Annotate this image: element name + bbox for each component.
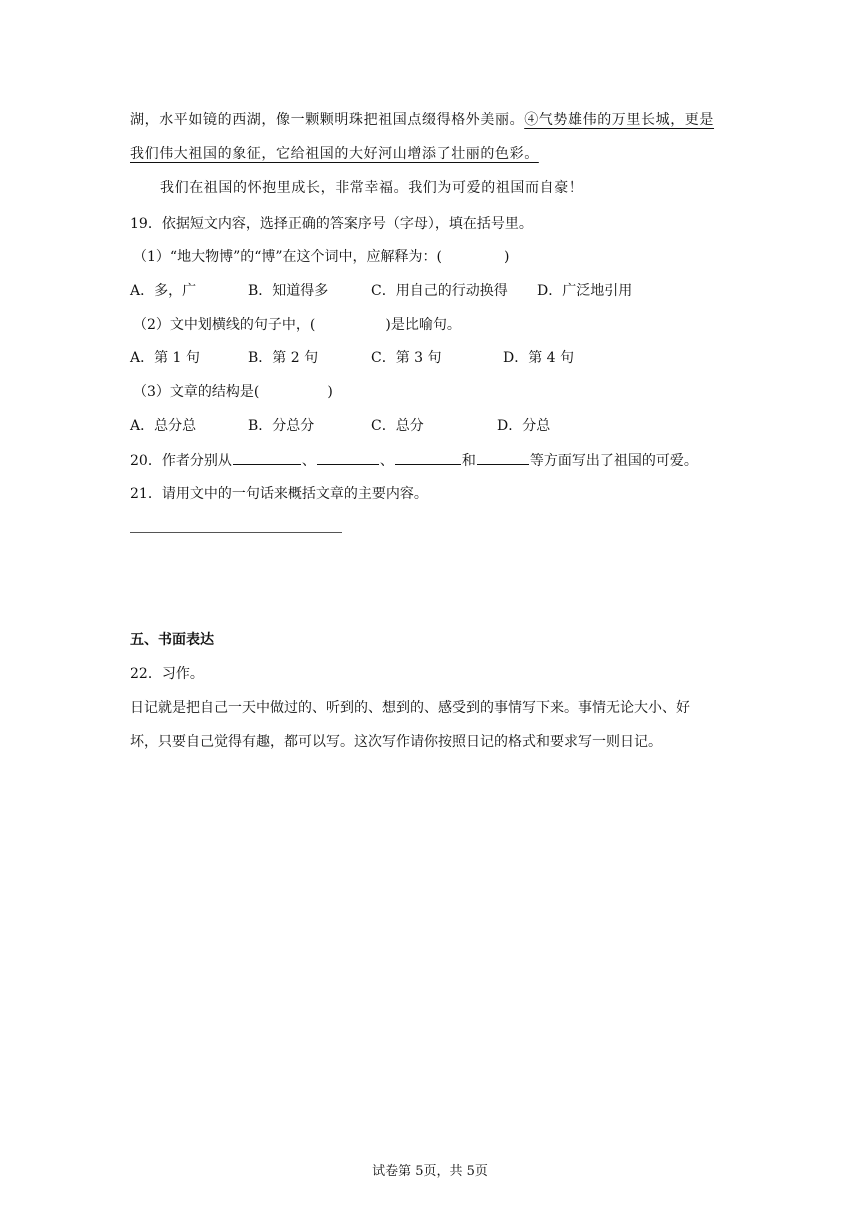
- question-19-1-suffix: ): [504, 249, 510, 265]
- passage-line-1: [130, 110, 714, 130]
- question-19-2: [133, 315, 461, 335]
- question-19-3-prefix: （3）文章的结构是(: [133, 384, 260, 400]
- option-19-1-c: C．用自己的行动换得: [371, 283, 508, 299]
- option-19-3-d: D．分总: [497, 418, 551, 434]
- option-19-2-c: C．第 3 句: [371, 350, 442, 366]
- answer-blank-20-1[interactable]: [233, 450, 301, 465]
- page-footer: 试卷第 5页，共 5页: [372, 1164, 488, 1179]
- option-19-3-a: A．总分总: [130, 418, 197, 434]
- question-19-1-options: [130, 281, 632, 301]
- question-20: [130, 450, 698, 471]
- answer-blank-20-4[interactable]: [477, 450, 529, 465]
- option-19-3-b: B．分总分: [248, 418, 315, 434]
- option-19-2-a: A．第 1 句: [130, 350, 200, 366]
- question-20-suffix: 等方面写出了祖国的可爱。: [529, 453, 698, 469]
- passage-text: 湖，水平如镜的西湖，像一颗颗明珠把祖国点缀得格外美丽。: [130, 112, 525, 128]
- question-19-3-options: [130, 416, 550, 436]
- question-19-1-prefix: （1）“地大物博”的“博”在这个词中，应解释为：(: [133, 249, 442, 265]
- question-22-text-line-1: 日记就是把自己一天中做过的、听到的、想到的、感受到的事情写下来。事情无论大小、好: [130, 700, 690, 716]
- separator: 、: [301, 453, 316, 469]
- answer-blank-20-2[interactable]: [317, 450, 379, 465]
- question-19-3: [133, 382, 333, 402]
- passage-line-3: 我们在祖国的怀抱里成长，非常幸福。我们为可爱的祖国而自豪！: [160, 180, 584, 196]
- answer-line-21[interactable]: [130, 532, 342, 533]
- option-19-1-a: A．多，广: [130, 283, 197, 299]
- answer-blank-20-3[interactable]: [395, 450, 461, 465]
- section-title: 五、书面表达: [130, 632, 214, 648]
- question-19-2-options: [130, 348, 574, 368]
- question-19-1: [133, 247, 509, 267]
- passage-line-2: [130, 144, 539, 164]
- question-21-stem: 21．请用文中的一句话来概括文章的主要内容。: [130, 486, 428, 502]
- question-19-stem: 19．依据短文内容，选择正确的答案序号（字母），填在括号里。: [130, 216, 533, 232]
- question-19-3-suffix: ): [327, 384, 333, 400]
- option-19-2-b: B．第 2 句: [248, 350, 319, 366]
- question-19-2-suffix: )是比喻句。: [385, 317, 461, 333]
- option-19-1-b: B．知道得多: [248, 283, 329, 299]
- conjunction: 和: [461, 453, 476, 469]
- underlined-sentence-4-part-1: ④气势雄伟的万里长城，更是: [524, 112, 715, 128]
- underlined-sentence-4-part-2: 我们伟大祖国的象征，它给祖国的大好河山增添了壮丽的色彩。: [130, 146, 539, 162]
- option-19-2-d: D．第 4 句: [503, 350, 575, 366]
- question-22-text-line-2: 坏，只要自己觉得有趣，都可以写。这次写作请你按照日记的格式和要求写一则日记。: [130, 734, 662, 750]
- question-19-2-prefix: （2）文中划横线的句子中，(: [133, 317, 316, 333]
- question-20-prefix: 20．作者分别从: [130, 453, 232, 469]
- option-19-1-d: D．广泛地引用: [537, 283, 633, 299]
- option-19-3-c: C．总分: [371, 418, 424, 434]
- question-22-stem: 22．习作。: [130, 666, 204, 682]
- separator: 、: [379, 453, 394, 469]
